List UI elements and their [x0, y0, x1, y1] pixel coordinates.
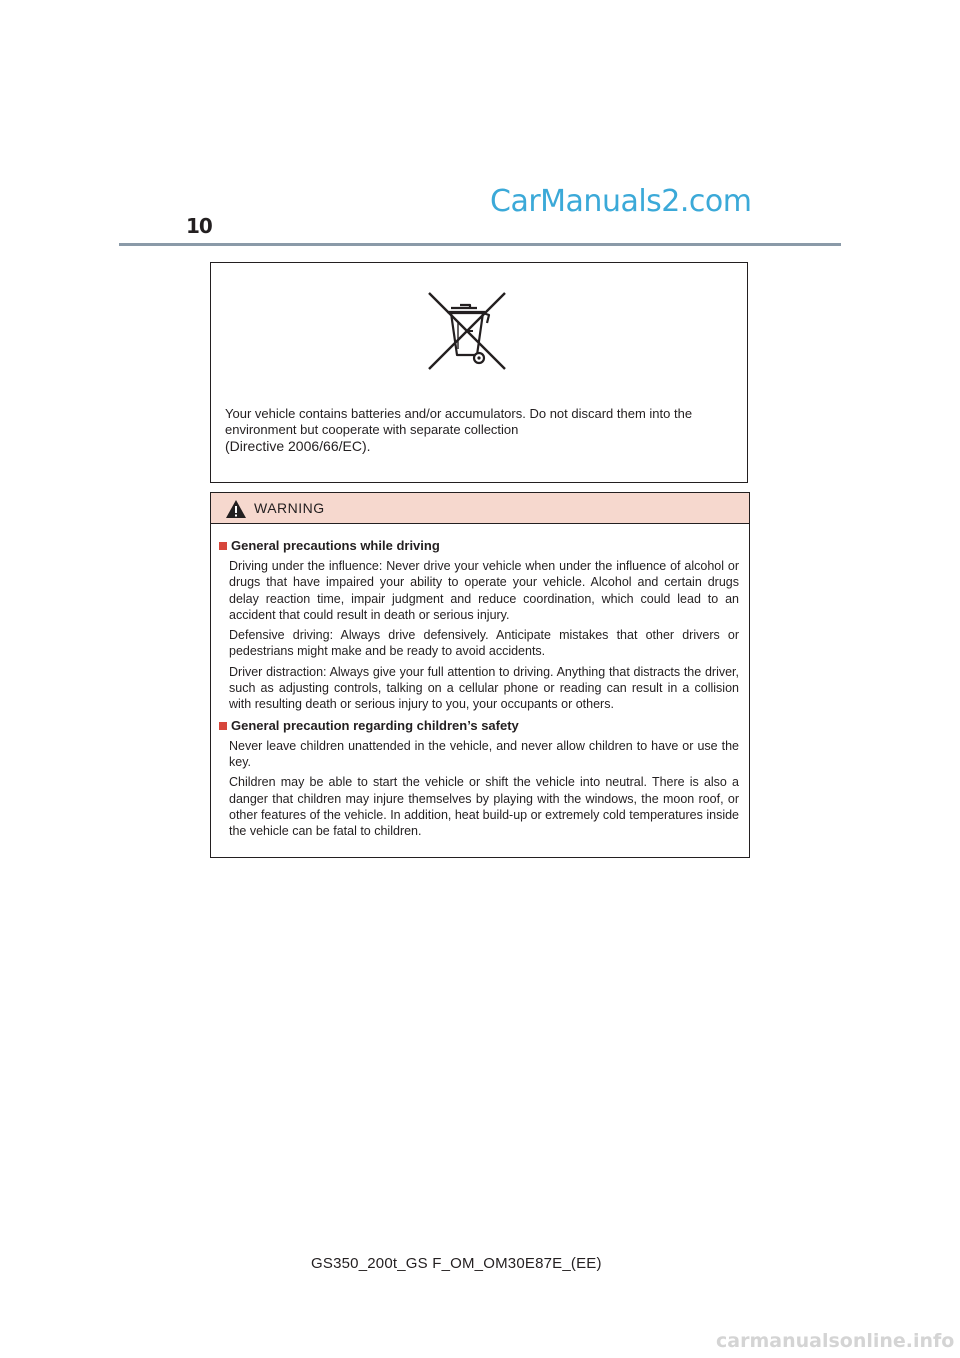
header-rule: [119, 243, 841, 246]
warning-box: [210, 492, 750, 858]
watermark-logo[interactable]: CarManuals2.com: [490, 184, 752, 219]
section-title-children: [219, 717, 739, 734]
battery-disposal-notice: [210, 262, 748, 483]
section-title-children-text: General precaution regarding children’s safety: [231, 717, 519, 733]
paragraph-children-danger: Children may be able to start the vehicle or shift the vehicle into neutral. There is also a danger that children may injure themselves by playing with the windows, the moon roof, or other features of the vehicle. In addition, heat build-up or extremely cold temperatures inside the vehicle can be fatal to children.: [229, 775, 740, 839]
battery-disposal-text: [225, 406, 735, 454]
page-number: 10: [186, 214, 212, 238]
section-title-driving: [219, 537, 739, 554]
paragraph-children-unattended: Never leave children unattended in the vehicle, and never allow children to have or use the key.: [229, 738, 739, 769]
crossed-out-wheelie-bin-icon: [427, 291, 507, 371]
warning-triangle-icon: [225, 499, 247, 519]
watermark-footer[interactable]: carmanualsonline.info: [716, 1330, 955, 1352]
directive-reference: (Directive 2006/66/EC).: [225, 438, 371, 454]
manual-code: GS350_200t_GS F_OM_OM30E87E_(EE): [311, 1255, 602, 1272]
paragraph-driving-influence: Driving under the influence: Never drive your vehicle when under the influence of alcohol or drugs that have impaired your ability to operate your vehicle. Alcohol and certain drugs delay reaction time, impair judgment and reduce coordination, which could lead to an accident that could result in death or serious injury.: [229, 559, 739, 622]
red-square-bullet-icon: [219, 722, 227, 730]
info-line-1: Your vehicle contains batteries and/or accumulators. Do not discard them into the: [225, 406, 693, 421]
section-title-driving-text: General precautions while driving: [231, 538, 440, 553]
paragraph-driver-distraction: Driver distraction: Always give your full attention to driving. Anything that distracts the driver, such as adjusting controls, talking on a cellular phone or reading can result in a collision with resulting death or serious injury to you, your occupants or others.: [229, 664, 739, 712]
warning-title: WARNING: [254, 500, 325, 516]
info-line-2: environment but cooperate with separate collection: [225, 422, 519, 437]
warning-header: [211, 493, 749, 524]
red-square-bullet-icon: [219, 542, 227, 550]
warning-body: [211, 524, 749, 839]
paragraph-defensive-driving: Defensive driving: Always drive defensively. Anticipate mistakes that other drivers or pedestrians might make and be ready to avoid accidents.: [229, 628, 739, 659]
